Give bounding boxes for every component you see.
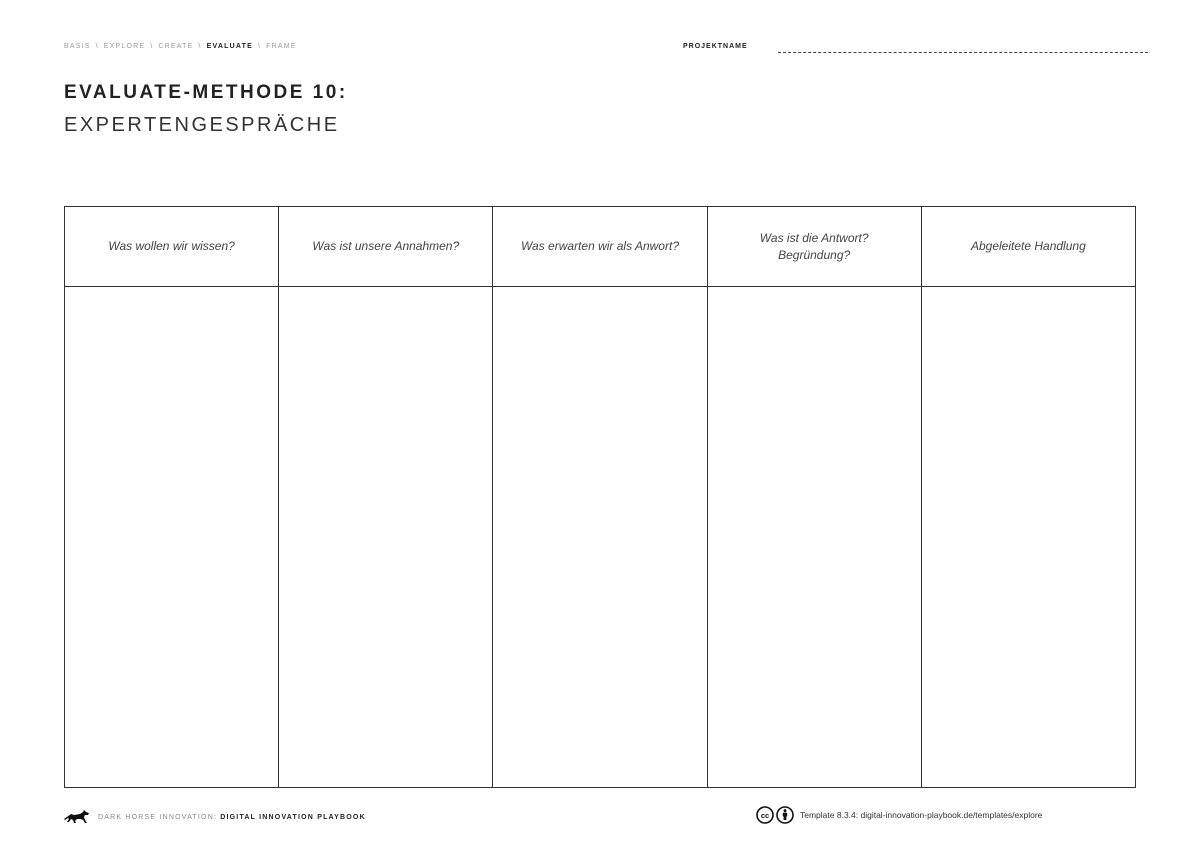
- breadcrumb-separator: \: [257, 43, 262, 50]
- breadcrumb-item-frame[interactable]: FRAME: [266, 43, 297, 50]
- cell-antwort[interactable]: [707, 287, 921, 788]
- breadcrumb-item-explore[interactable]: EXPLORE: [103, 43, 146, 50]
- column-header-annahmen: Was ist unsere Annahmen?: [279, 207, 493, 287]
- breadcrumb-separator: \: [95, 43, 99, 50]
- page-title: EVALUATE-METHODE 10:: [64, 82, 348, 103]
- footer-brand: [64, 810, 366, 824]
- breadcrumb: [64, 43, 297, 50]
- table-body-row: [65, 287, 1136, 788]
- column-header-handlung: Abgeleitete Handlung: [921, 207, 1135, 287]
- project-name-label: PROJEKTNAME: [683, 43, 748, 50]
- cell-erwartung[interactable]: [493, 287, 707, 788]
- page-subtitle: EXPERTENGESPRÄCHE: [64, 114, 340, 136]
- table-header-row: [65, 207, 1136, 287]
- column-header-wissen: Was wollen wir wissen?: [65, 207, 279, 287]
- template-reference[interactable]: Template 8.3.4: digital-innovation-playbook.de/templates/explore: [800, 810, 1043, 820]
- column-header-erwartung: Was erwarten wir als Anwort?: [493, 207, 707, 287]
- breadcrumb-item-create[interactable]: CREATE: [158, 43, 194, 50]
- method-table: [64, 206, 1136, 788]
- footer-license: [756, 806, 1042, 824]
- cell-wissen[interactable]: [65, 287, 279, 788]
- breadcrumb-item-evaluate[interactable]: EVALUATE: [206, 43, 253, 50]
- breadcrumb-separator: \: [150, 43, 154, 50]
- horse-icon: [64, 810, 90, 824]
- column-header-antwort: Was ist die Antwort? Begründung?: [707, 207, 921, 287]
- footer-brand-text: [98, 814, 366, 821]
- attribution-icon: [776, 806, 794, 824]
- footer-brand-name: DARK HORSE INNOVATION:: [98, 813, 221, 821]
- cell-annahmen[interactable]: [279, 287, 493, 788]
- footer-book-name: DIGITAL INNOVATION PLAYBOOK: [220, 813, 366, 821]
- breadcrumb-item-basis[interactable]: BASIS: [64, 43, 91, 50]
- license-badge: [756, 806, 794, 824]
- breadcrumb-separator: \: [198, 43, 202, 50]
- cell-handlung[interactable]: [921, 287, 1135, 788]
- project-name-field[interactable]: [778, 52, 1148, 53]
- cc-icon: [756, 806, 774, 824]
- svg-text:cc: cc: [760, 811, 770, 820]
